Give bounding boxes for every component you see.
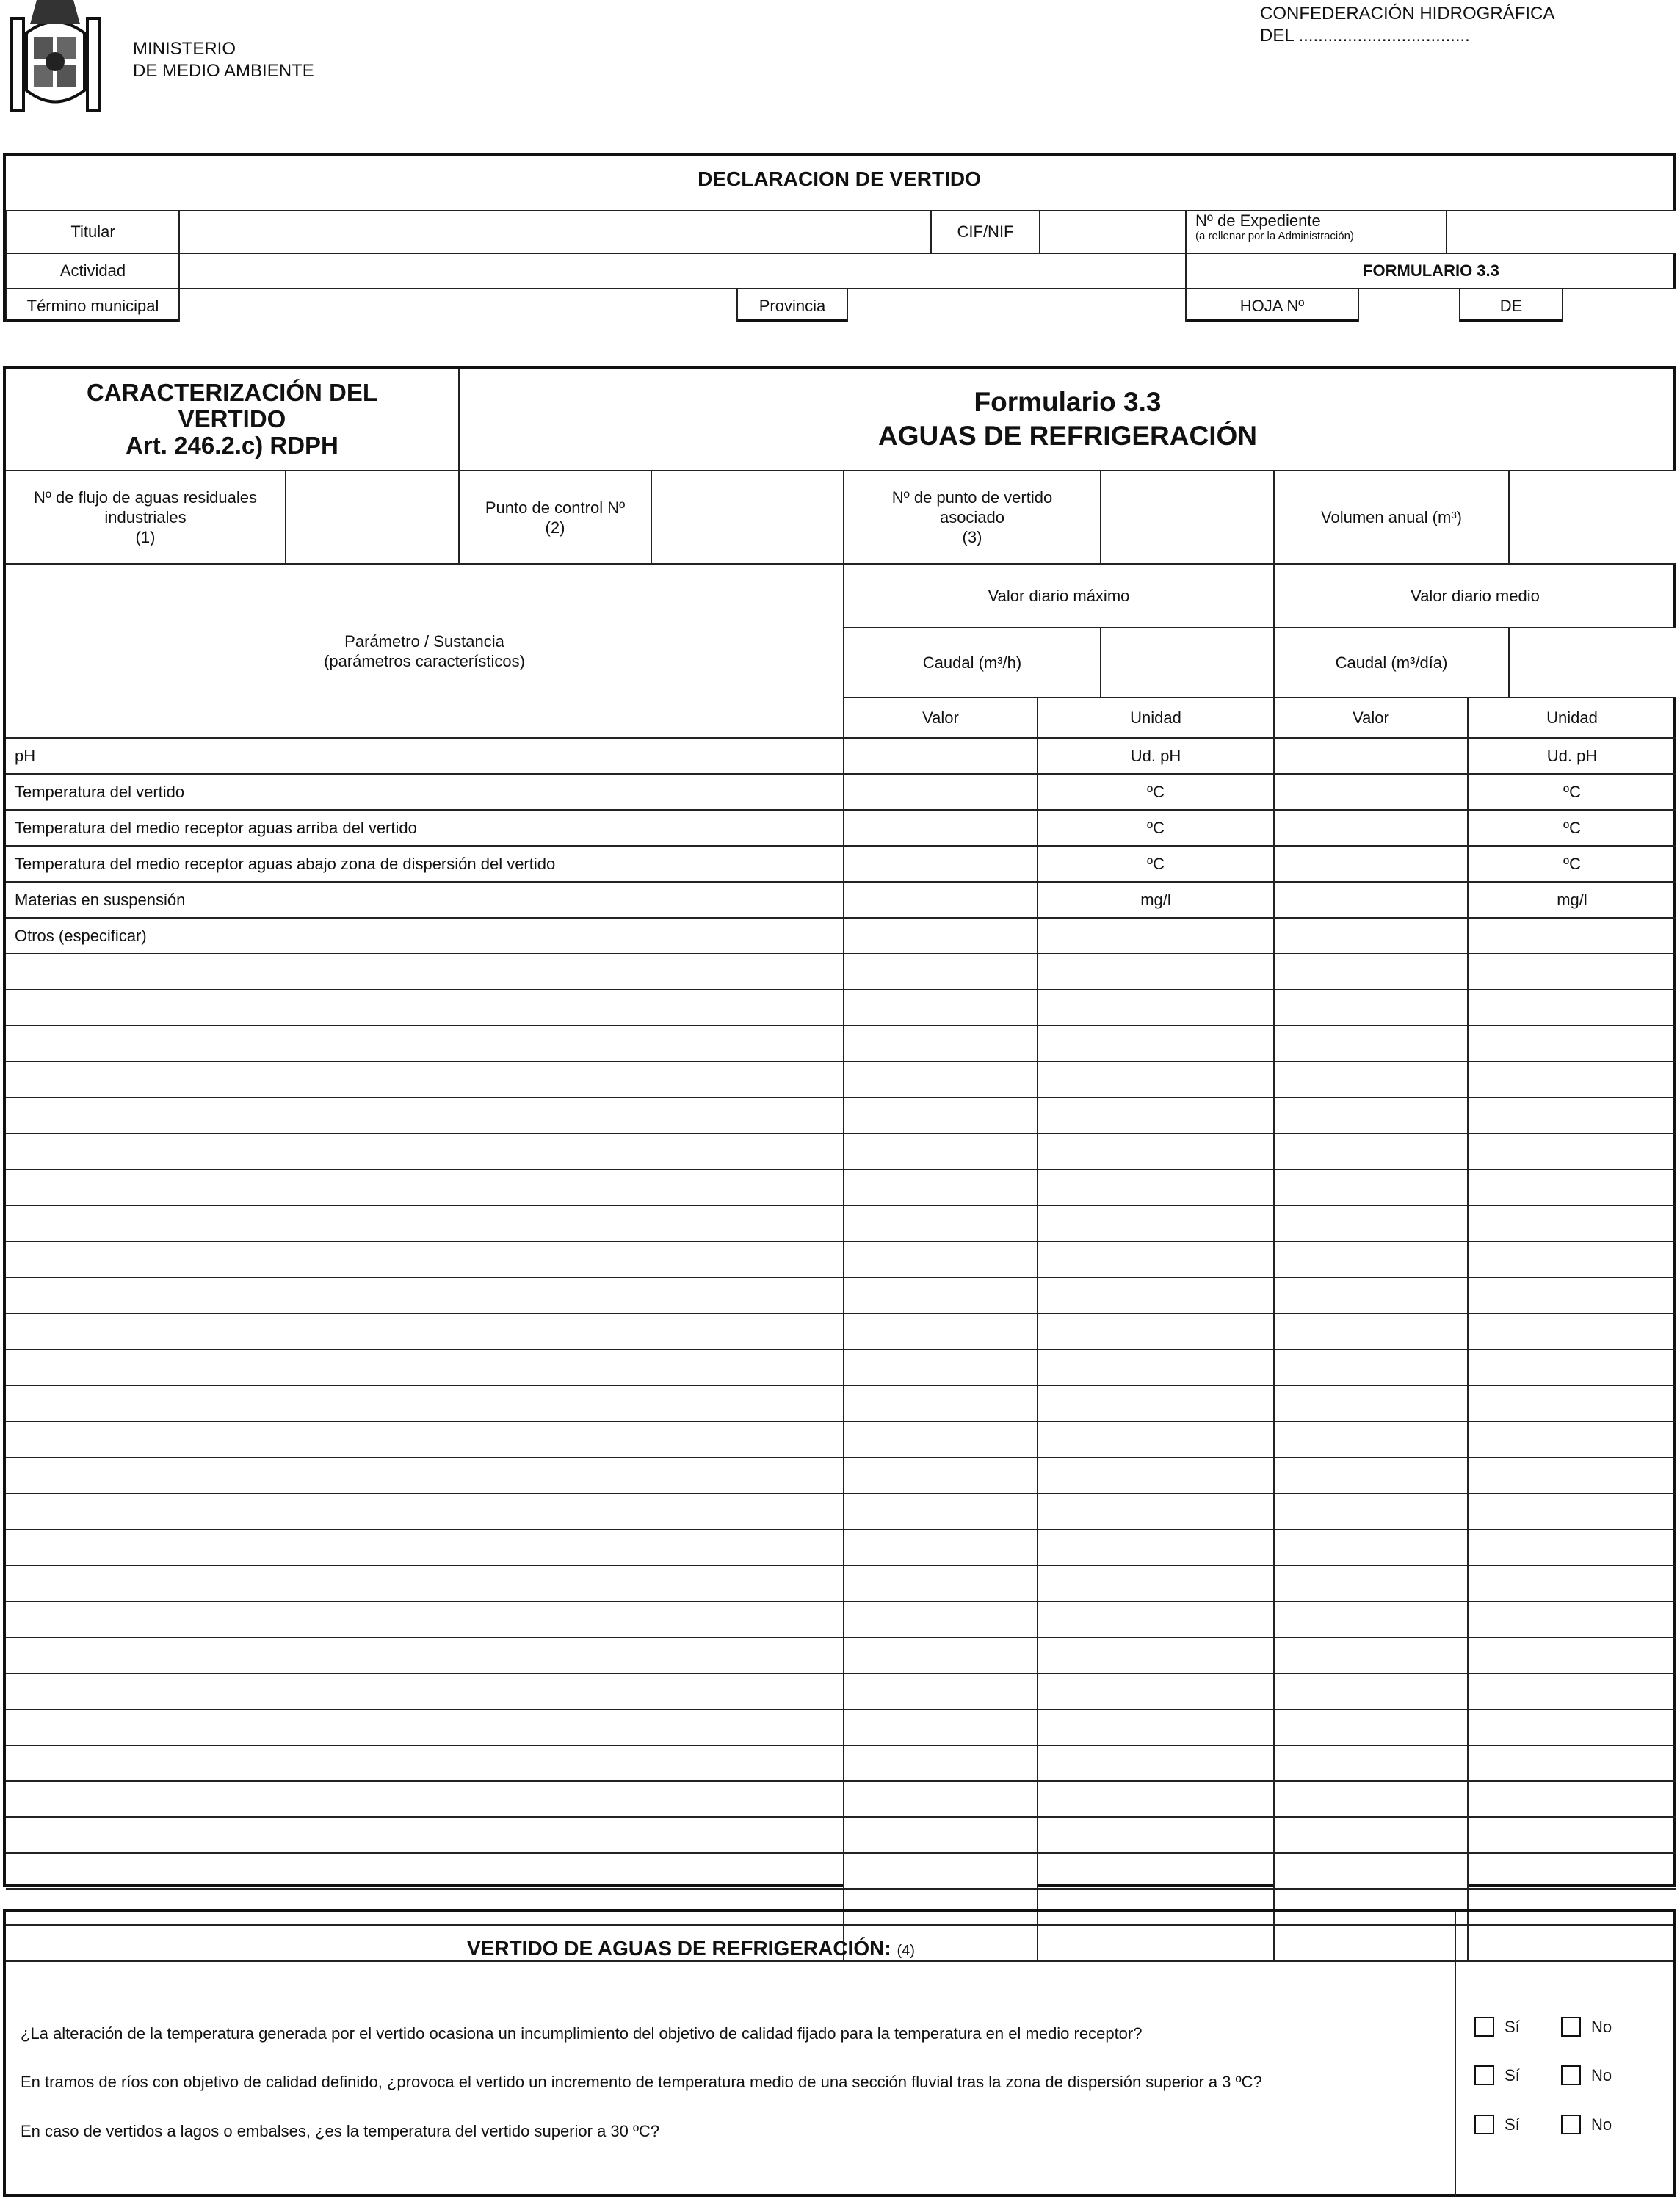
max-valor-cell[interactable] <box>843 989 1037 1025</box>
medium-valor-cell[interactable] <box>1273 1133 1467 1169</box>
punto-vertido-label <box>843 470 1100 563</box>
max-unidad-cell <box>1037 1529 1273 1565</box>
ministry-name <box>133 38 314 82</box>
medium-valor-cell[interactable] <box>1273 1529 1467 1565</box>
medium-valor-cell[interactable] <box>1273 1349 1467 1385</box>
max-unidad-cell <box>1037 917 1273 953</box>
formulario-subject: AGUAS DE REFRIGERACIÓN <box>878 421 1257 451</box>
flujo-note: (1) <box>135 528 156 546</box>
medium-unidad-cell <box>1467 1493 1676 1529</box>
max-unidad-cell <box>1037 1601 1273 1637</box>
yes-label-1: Sí <box>1505 2017 1520 2036</box>
declaration-box <box>3 153 1676 322</box>
form-code: FORMULARIO 3.3 <box>1185 253 1676 288</box>
parameter-cell: pH <box>6 737 843 773</box>
control-line-1: Punto de control Nº <box>485 498 626 517</box>
max-unidad-cell <box>1037 1277 1273 1313</box>
medium-unidad-cell <box>1467 1637 1676 1673</box>
max-unidad-cell <box>1037 1780 1273 1816</box>
medium-valor-cell[interactable] <box>1273 1745 1467 1780</box>
medium-valor-cell[interactable] <box>1273 1493 1467 1529</box>
punto-note: (3) <box>962 528 982 546</box>
question-2-yes[interactable] <box>1474 2065 1520 2085</box>
ministry-line-2: DE MEDIO AMBIENTE <box>133 61 314 81</box>
medium-unidad-cell <box>1467 1745 1676 1780</box>
max-valor-cell[interactable] <box>843 1313 1037 1349</box>
confederacion-line-2: DEL ................................... <box>1260 26 1470 46</box>
parameter-header-line-1: Parámetro / Sustancia <box>344 631 504 651</box>
medium-valor-cell[interactable] <box>1273 1565 1467 1601</box>
parameter-cell: Materias en suspensión <box>6 881 843 917</box>
parameter-cell[interactable] <box>6 953 843 989</box>
medium-unidad-cell <box>1467 1457 1676 1493</box>
parameter-cell[interactable] <box>6 1637 843 1673</box>
medium-valor-cell[interactable] <box>1273 1457 1467 1493</box>
medium-valor-cell[interactable] <box>1273 737 1467 773</box>
titular-label: Titular <box>6 210 178 253</box>
max-unidad-cell <box>1037 1241 1273 1277</box>
refrigeration-title <box>467 1937 915 1960</box>
caudal-hour-label: Caudal (m³/h) <box>843 627 1100 697</box>
titular-field[interactable] <box>178 210 930 253</box>
medium-unidad-cell <box>1467 1349 1676 1385</box>
checkbox-yes-2[interactable] <box>1474 2065 1494 2085</box>
parameter-cell[interactable]: Otros (especificar) <box>6 917 843 953</box>
max-valor-cell[interactable] <box>843 1205 1037 1241</box>
medium-unidad-cell <box>1467 1277 1676 1313</box>
max-valor-cell[interactable] <box>843 1565 1037 1601</box>
medium-valor-cell[interactable] <box>1273 1637 1467 1673</box>
medium-valor-cell[interactable] <box>1273 917 1467 953</box>
parameter-cell[interactable] <box>6 1673 843 1709</box>
medium-unidad-cell <box>1467 1097 1676 1133</box>
medium-unidad-cell <box>1467 989 1676 1025</box>
cif-field[interactable] <box>1039 210 1185 253</box>
parameter-cell[interactable] <box>6 1061 843 1097</box>
medium-unidad-cell <box>1467 1780 1676 1816</box>
max-valor-cell[interactable] <box>843 1133 1037 1169</box>
max-valor-cell[interactable] <box>843 1601 1037 1637</box>
parameter-cell[interactable] <box>6 1421 843 1457</box>
max-valor-cell[interactable] <box>843 1709 1037 1745</box>
control-label <box>458 470 651 563</box>
max-valor-header: Valor <box>843 697 1037 737</box>
yes-label-3: Sí <box>1505 2115 1520 2134</box>
medium-valor-cell[interactable] <box>1273 1421 1467 1457</box>
max-unidad-cell <box>1037 1097 1273 1133</box>
max-valor-cell[interactable] <box>843 1457 1037 1493</box>
max-valor-cell[interactable] <box>843 881 1037 917</box>
no-label-1: No <box>1591 2017 1612 2036</box>
max-unidad-cell <box>1037 1349 1273 1385</box>
max-unidad-cell <box>1037 1637 1273 1673</box>
parameter-cell[interactable] <box>6 1529 843 1565</box>
max-unidad-header: Unidad <box>1037 697 1273 737</box>
parameter-cell[interactable] <box>6 1709 843 1745</box>
max-unidad-cell: ºC <box>1037 809 1273 845</box>
characterization-title-line-3: Art. 246.2.c) RDPH <box>126 432 338 459</box>
provincia-label: Provincia <box>736 288 847 322</box>
question-2: En tramos de ríos con objetivo de calidad definido, ¿provoca el vertido un incremento de temperatura medio de una sección fluvial tras la zona de dispersión superior a 3 ºC? <box>21 2073 1262 2091</box>
parameter-cell[interactable] <box>6 1745 843 1780</box>
medium-unidad-cell <box>1467 1852 1676 1888</box>
max-unidad-cell <box>1037 1709 1273 1745</box>
parameter-cell: Temperatura del medio receptor aguas arriba del vertido <box>6 809 843 845</box>
max-valor-cell[interactable] <box>843 917 1037 953</box>
medium-valor-cell[interactable] <box>1273 1169 1467 1205</box>
medium-unidad-header: Unidad <box>1467 697 1676 737</box>
formulario-number: Formulario 3.3 <box>974 387 1162 417</box>
medium-valor-cell[interactable] <box>1273 1673 1467 1709</box>
ministry-line-1: MINISTERIO <box>133 39 236 59</box>
question-1-no[interactable] <box>1561 2017 1612 2037</box>
max-valor-cell[interactable] <box>843 773 1037 809</box>
max-valor-cell[interactable] <box>843 1493 1037 1529</box>
max-valor-cell[interactable] <box>843 1169 1037 1205</box>
refrigeration-title-text: VERTIDO DE AGUAS DE REFRIGERACIÓN: <box>467 1937 891 1960</box>
parameter-cell[interactable] <box>6 1601 843 1637</box>
no-label-2: No <box>1591 2065 1612 2084</box>
de-field[interactable] <box>1562 288 1676 322</box>
max-unidad-cell <box>1037 1745 1273 1780</box>
expediente-label <box>1185 210 1446 253</box>
max-unidad-cell <box>1037 1816 1273 1852</box>
medium-valor-cell[interactable] <box>1273 1241 1467 1277</box>
checkbox-yes-1[interactable] <box>1474 2017 1494 2037</box>
medium-unidad-cell <box>1467 1529 1676 1565</box>
parameter-cell[interactable] <box>6 1169 843 1205</box>
parameter-cell[interactable] <box>6 1852 843 1888</box>
formulario-title <box>458 369 1676 470</box>
declaration-title: DECLARACION DE VERTIDO <box>698 167 981 190</box>
expediente-note: (a rellenar por la Administración) <box>1195 230 1354 242</box>
checkbox-no-1[interactable] <box>1561 2017 1581 2037</box>
question-3-yes[interactable] <box>1474 2115 1520 2134</box>
volumen-field[interactable] <box>1508 470 1676 563</box>
caudal-day-label: Caudal (m³/día) <box>1273 627 1508 697</box>
parameter-cell[interactable] <box>6 1313 843 1349</box>
max-valor-cell[interactable] <box>843 1529 1037 1565</box>
medium-valor-cell[interactable] <box>1273 1061 1467 1097</box>
medium-valor-cell[interactable] <box>1273 1025 1467 1061</box>
max-unidad-cell <box>1037 1169 1273 1205</box>
yes-label-2: Sí <box>1505 2065 1520 2084</box>
medium-valor-cell[interactable] <box>1273 989 1467 1025</box>
medium-valor-cell[interactable] <box>1273 773 1467 809</box>
actividad-label: Actividad <box>6 253 178 288</box>
parameter-cell[interactable] <box>6 1565 843 1601</box>
max-unidad-cell: mg/l <box>1037 881 1273 917</box>
hoja-label: HOJA Nº <box>1185 288 1358 322</box>
medium-unidad-cell: mg/l <box>1467 881 1676 917</box>
medium-valor-cell[interactable] <box>1273 1780 1467 1816</box>
question-3-no[interactable] <box>1561 2115 1612 2134</box>
medium-valor-cell[interactable] <box>1273 1277 1467 1313</box>
max-unidad-cell <box>1037 1673 1273 1709</box>
parameter-cell[interactable] <box>6 1205 843 1241</box>
parameter-cell[interactable] <box>6 1241 843 1277</box>
parameter-cell[interactable] <box>6 1097 843 1133</box>
max-unidad-cell: ºC <box>1037 845 1273 881</box>
de-label: DE <box>1459 288 1562 322</box>
medium-unidad-cell <box>1467 917 1676 953</box>
medium-valor-cell[interactable] <box>1273 1816 1467 1852</box>
caudal-day-field[interactable] <box>1508 627 1676 697</box>
max-valor-cell[interactable] <box>843 1816 1037 1852</box>
max-valor-cell[interactable] <box>843 953 1037 989</box>
max-unidad-cell <box>1037 1457 1273 1493</box>
max-valor-cell[interactable] <box>843 1277 1037 1313</box>
max-unidad-cell <box>1037 1493 1273 1529</box>
question-3: En caso de vertidos a lagos o embalses, ¿es la temperatura del vertido superior a 30 ºC? <box>21 2122 660 2140</box>
coat-of-arms-logo <box>6 0 105 117</box>
medium-unidad-cell <box>1467 1313 1676 1349</box>
question-1-yes[interactable] <box>1474 2017 1520 2037</box>
control-field[interactable] <box>651 470 843 563</box>
termino-label: Término municipal <box>6 288 178 322</box>
medium-valor-cell[interactable] <box>1273 1097 1467 1133</box>
answer-column-divider <box>1455 1912 1456 2197</box>
max-unidad-cell <box>1037 1133 1273 1169</box>
parameter-header-line-2: (parámetros característicos) <box>324 651 525 670</box>
punto-line-2: asociado <box>939 508 1005 526</box>
max-valor-cell[interactable] <box>843 1025 1037 1061</box>
medium-valor-cell[interactable] <box>1273 1205 1467 1241</box>
termino-field[interactable] <box>178 288 736 322</box>
volumen-label: Volumen anual (m³) <box>1273 470 1508 563</box>
parameter-cell[interactable] <box>6 989 843 1025</box>
medium-valor-cell[interactable] <box>1273 845 1467 881</box>
flujo-line-1: Nº de flujo de aguas residuales <box>33 488 257 507</box>
medium-valor-cell[interactable] <box>1273 1385 1467 1421</box>
parameter-cell[interactable] <box>6 1780 843 1816</box>
flujo-field[interactable] <box>285 470 458 563</box>
medium-value-header: Valor diario medio <box>1273 563 1676 627</box>
medium-unidad-cell <box>1467 1673 1676 1709</box>
max-unidad-cell <box>1037 1565 1273 1601</box>
medium-unidad-cell <box>1467 1565 1676 1601</box>
parameter-cell[interactable] <box>6 1493 843 1529</box>
parameter-cell[interactable] <box>6 1349 843 1385</box>
medium-unidad-cell <box>1467 1025 1676 1061</box>
max-unidad-cell <box>1037 953 1273 989</box>
parameter-cell: Temperatura del medio receptor aguas abajo zona de dispersión del vertido <box>6 845 843 881</box>
max-unidad-cell <box>1037 989 1273 1025</box>
max-valor-cell[interactable] <box>843 1349 1037 1385</box>
max-valor-cell[interactable] <box>843 1852 1037 1888</box>
expediente-text: Nº de Expediente <box>1195 211 1321 230</box>
medium-unidad-cell <box>1467 1169 1676 1205</box>
actividad-field[interactable] <box>178 253 1185 288</box>
punto-line-1: Nº de punto de vertido <box>891 488 1053 507</box>
medium-unidad-cell <box>1467 1601 1676 1637</box>
medium-unidad-cell: Ud. pH <box>1467 737 1676 773</box>
parameter-cell[interactable] <box>6 1025 843 1061</box>
cif-label: CIF/NIF <box>930 210 1039 253</box>
refrigeration-note: (4) <box>897 1943 915 1959</box>
confederacion-line-1: CONFEDERACIÓN HIDROGRÁFICA <box>1260 4 1555 23</box>
medium-valor-cell[interactable] <box>1273 809 1467 845</box>
max-valor-cell[interactable] <box>843 1673 1037 1709</box>
max-unidad-cell <box>1037 1205 1273 1241</box>
characterization-table <box>3 366 1676 1887</box>
max-valor-cell[interactable] <box>843 1241 1037 1277</box>
flujo-label <box>6 470 285 563</box>
medium-valor-cell[interactable] <box>1273 953 1467 989</box>
question-1: ¿La alteración de la temperatura generada por el vertido ocasiona un incumplimiento del objetivo de calidad fijado para la temperatura en el medio receptor? <box>21 2024 1143 2043</box>
max-unidad-cell: ºC <box>1037 773 1273 809</box>
checkbox-no-3[interactable] <box>1561 2115 1581 2134</box>
medium-unidad-cell <box>1467 1133 1676 1169</box>
medium-valor-cell[interactable] <box>1273 881 1467 917</box>
caudal-hour-field[interactable] <box>1100 627 1273 697</box>
medium-unidad-cell <box>1467 1385 1676 1421</box>
provincia-field[interactable] <box>847 288 1185 322</box>
max-valor-cell[interactable] <box>843 809 1037 845</box>
medium-valor-cell[interactable] <box>1273 1313 1467 1349</box>
parameter-header <box>6 563 843 737</box>
medium-unidad-cell: ºC <box>1467 845 1676 881</box>
expediente-field[interactable] <box>1446 210 1676 253</box>
no-label-3: No <box>1591 2115 1612 2134</box>
hoja-field[interactable] <box>1358 288 1459 322</box>
max-valor-cell[interactable] <box>843 1745 1037 1780</box>
checkbox-yes-3[interactable] <box>1474 2115 1494 2134</box>
medium-unidad-cell <box>1467 1241 1676 1277</box>
parameter-cell[interactable] <box>6 1457 843 1493</box>
max-valor-cell[interactable] <box>843 1385 1037 1421</box>
flujo-line-2: industriales <box>104 508 187 526</box>
max-valor-cell[interactable] <box>843 1780 1037 1816</box>
max-unidad-cell <box>1037 1313 1273 1349</box>
medium-unidad-cell <box>1467 1816 1676 1852</box>
characterization-title-line-1: CARACTERIZACIÓN DEL <box>87 379 377 406</box>
parameter-cell[interactable] <box>6 1277 843 1313</box>
medium-valor-cell[interactable] <box>1273 1709 1467 1745</box>
medium-unidad-cell <box>1467 1205 1676 1241</box>
max-unidad-cell <box>1037 1852 1273 1888</box>
max-unidad-cell <box>1037 1421 1273 1457</box>
parameter-cell[interactable] <box>6 1385 843 1421</box>
parameter-cell[interactable] <box>6 1133 843 1169</box>
max-valor-cell[interactable] <box>843 1061 1037 1097</box>
refrigeration-box <box>3 1909 1676 2197</box>
parameter-cell: Temperatura del vertido <box>6 773 843 809</box>
medium-valor-header: Valor <box>1273 697 1467 737</box>
max-valor-cell[interactable] <box>843 845 1037 881</box>
max-valor-cell[interactable] <box>843 737 1037 773</box>
medium-unidad-cell: ºC <box>1467 809 1676 845</box>
punto-vertido-field[interactable] <box>1100 470 1273 563</box>
parameter-cell[interactable] <box>6 1816 843 1852</box>
medium-unidad-cell <box>1467 953 1676 989</box>
max-valor-cell[interactable] <box>843 1097 1037 1133</box>
medium-unidad-cell <box>1467 1709 1676 1745</box>
medium-unidad-cell: ºC <box>1467 773 1676 809</box>
medium-valor-cell[interactable] <box>1273 1601 1467 1637</box>
medium-unidad-cell <box>1467 1421 1676 1457</box>
question-2-no[interactable] <box>1561 2065 1612 2085</box>
control-note: (2) <box>545 518 565 537</box>
max-unidad-cell <box>1037 1385 1273 1421</box>
characterization-title-line-2: VERTIDO <box>178 405 286 432</box>
checkbox-no-2[interactable] <box>1561 2065 1581 2085</box>
confederacion-label <box>1260 3 1554 47</box>
medium-valor-cell[interactable] <box>1273 1852 1467 1888</box>
characterization-title <box>6 369 458 470</box>
medium-unidad-cell <box>1467 1061 1676 1097</box>
max-valor-cell[interactable] <box>843 1421 1037 1457</box>
max-value-header: Valor diario máximo <box>843 563 1273 627</box>
max-valor-cell[interactable] <box>843 1637 1037 1673</box>
max-unidad-cell: Ud. pH <box>1037 737 1273 773</box>
max-unidad-cell <box>1037 1061 1273 1097</box>
max-unidad-cell <box>1037 1025 1273 1061</box>
